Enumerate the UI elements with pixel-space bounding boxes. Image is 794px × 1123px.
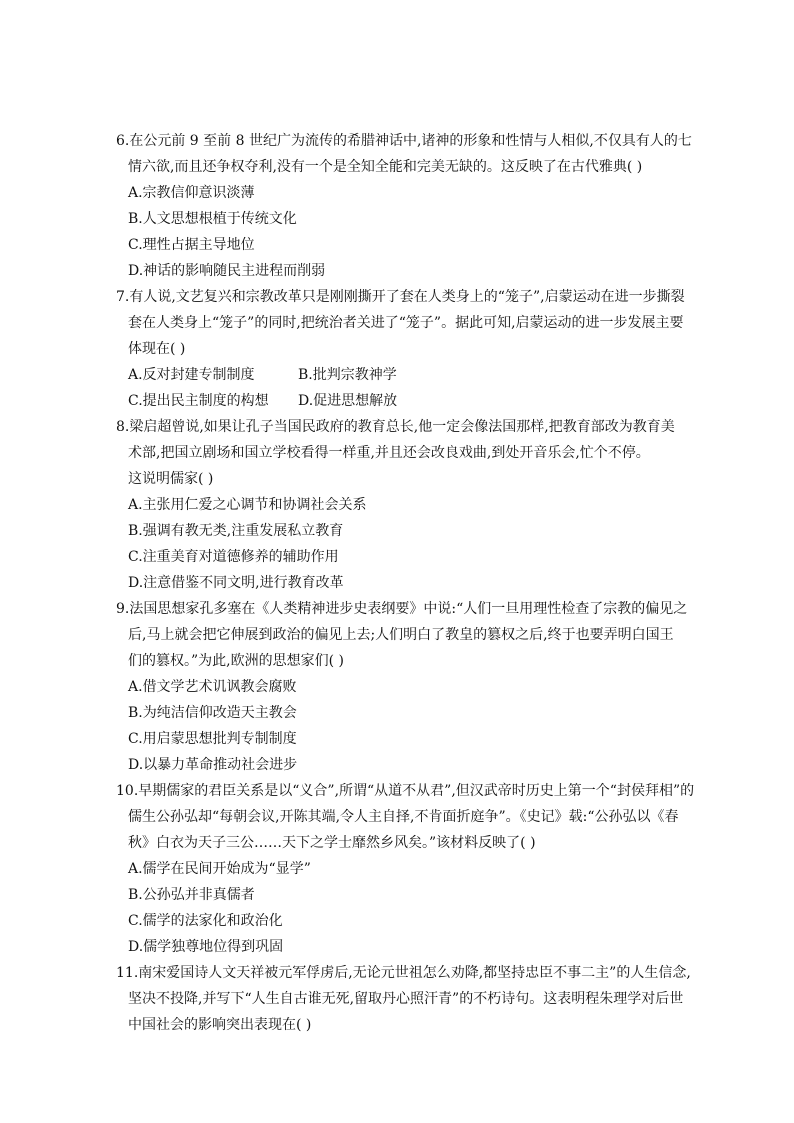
question-9-option-c: C.用启蒙思想批判专制制度 [128,731,297,747]
question-7-option-d: D.促进思想解放 [298,393,398,409]
question-6-option-c: C.理性占据主导地位 [128,237,255,253]
question-8-option-d: D.注意借鉴不同文明,进行教育改革 [128,575,344,591]
question-9 [0,596,794,778]
question-6-option-b: B.人文思想根植于传统文化 [128,211,297,227]
question-6-option-a: A.宗教信仰意识淡薄 [128,185,255,201]
question-7-option-a: A.反对封建专制制度 [128,367,255,383]
question-6 [0,128,794,284]
question-7-options-row-1 [0,362,794,388]
question-11-stem-line-2: 坚决不投降,并写下“人生自古谁无死,留取丹心照汗青”的不朽诗句。这表明程朱理学对后世 [128,991,684,1007]
question-10-option-d: D.儒学独尊地位得到巩固 [128,939,284,955]
question-8 [0,414,794,596]
question-9-option-a: A.借文学艺术讥讽教会腐败 [128,679,297,695]
question-11 [0,960,794,1038]
question-10-stem-line-3: 秋》白衣为天子三公……天下之学士靡然乡风矣。”该材料反映了( ) [128,835,536,851]
question-10-option-a: A.儒学在民间开始成为“显学” [128,861,311,877]
question-8-option-c: C.注重美育对道德修养的辅助作用 [128,549,339,565]
question-8-option-b: B.强调有教无类,注重发展私立教育 [128,523,344,539]
question-7-options-row-2 [0,388,794,414]
question-11-stem-line-1: 11.南宋爱国诗人文天祥被元军俘虏后,无论元世祖怎么劝降,都坚持忠臣不事二主”的人生信念, [116,965,691,981]
question-9-option-b: B.为纯洁信仰改造天主教会 [128,705,297,721]
question-9-stem-line-3: 们的篡权。”为此,欧洲的思想家们( ) [128,653,344,669]
question-9-stem-line-1: 9.法国思想家孔多塞在《人类精神进步史表纲要》中说:“人们一旦用理性检查了宗教的偏见之 [116,601,688,617]
question-10-option-c: C.儒学的法家化和政治化 [128,913,283,929]
question-11-stem-line-3: 中国社会的影响突出表现在( ) [128,1017,312,1033]
question-list [0,128,794,1038]
question-7-option-b: B.批判宗教神学 [298,367,397,383]
question-7-option-c: C.提出民主制度的构想 [128,393,269,409]
question-8-stem-line-1: 8.梁启超曾说,如果让孔子当国民政府的教育总长,他一定会像法国那样,把教育部改为教育美 [116,419,675,435]
question-6-stem-line-2: 情六欲,而且还争权夺利,没有一个是全知全能和完美无缺的。这反映了在古代雅典( ) [128,159,643,175]
question-8-stem-line-3: 这说明儒家( ) [128,471,214,487]
question-6-stem-line-1: 6.在公元前 9 至前 8 世纪广为流传的希腊神话中,诸神的形象和性情与人相似,不仅具有人的七 [116,133,692,149]
question-8-stem-line-2: 术部,把国立剧场和国立学校看得一样重,并且还会改良戏曲,到处开音乐会,忙个不停。 [128,445,650,461]
question-7-stem-line-3: 体现在( ) [128,341,186,357]
question-7-stem-line-1: 7.有人说,文艺复兴和宗教改革只是刚刚撕开了套在人类身上的“笼子”,启蒙运动在进一步撕裂 [116,289,685,305]
question-10-stem-line-2: 儒生公孙弘却“每朝会议,开陈其端,令人主自择,不肯面折庭争”。《史记》载:“公孙弘以《春 [128,809,679,825]
question-7-stem-line-2: 套在人类身上“笼子”的同时,把统治者关进了“笼子”。据此可知,启蒙运动的进一步发展主要 [128,315,684,331]
question-10-stem-line-1: 10.早期儒家的君臣关系是以“义合”,所谓“从道不从君”,但汉武帝时历史上第一个“封侯拜相”的 [116,783,695,799]
question-9-option-d: D.以暴力革命推动社会进步 [128,757,298,773]
question-10-option-b: B.公孙弘并非真儒者 [128,887,255,903]
question-8-option-a: A.主张用仁爱之心调节和协调社会关系 [128,497,367,513]
question-9-stem-line-2: 后,马上就会把它伸展到政治的偏见上去;人们明白了教皇的篡权之后,终于也要弄明白国王 [128,627,674,643]
question-7 [0,284,794,414]
question-6-option-d: D.神话的影响随民主进程而削弱 [128,263,326,279]
question-10 [0,778,794,960]
